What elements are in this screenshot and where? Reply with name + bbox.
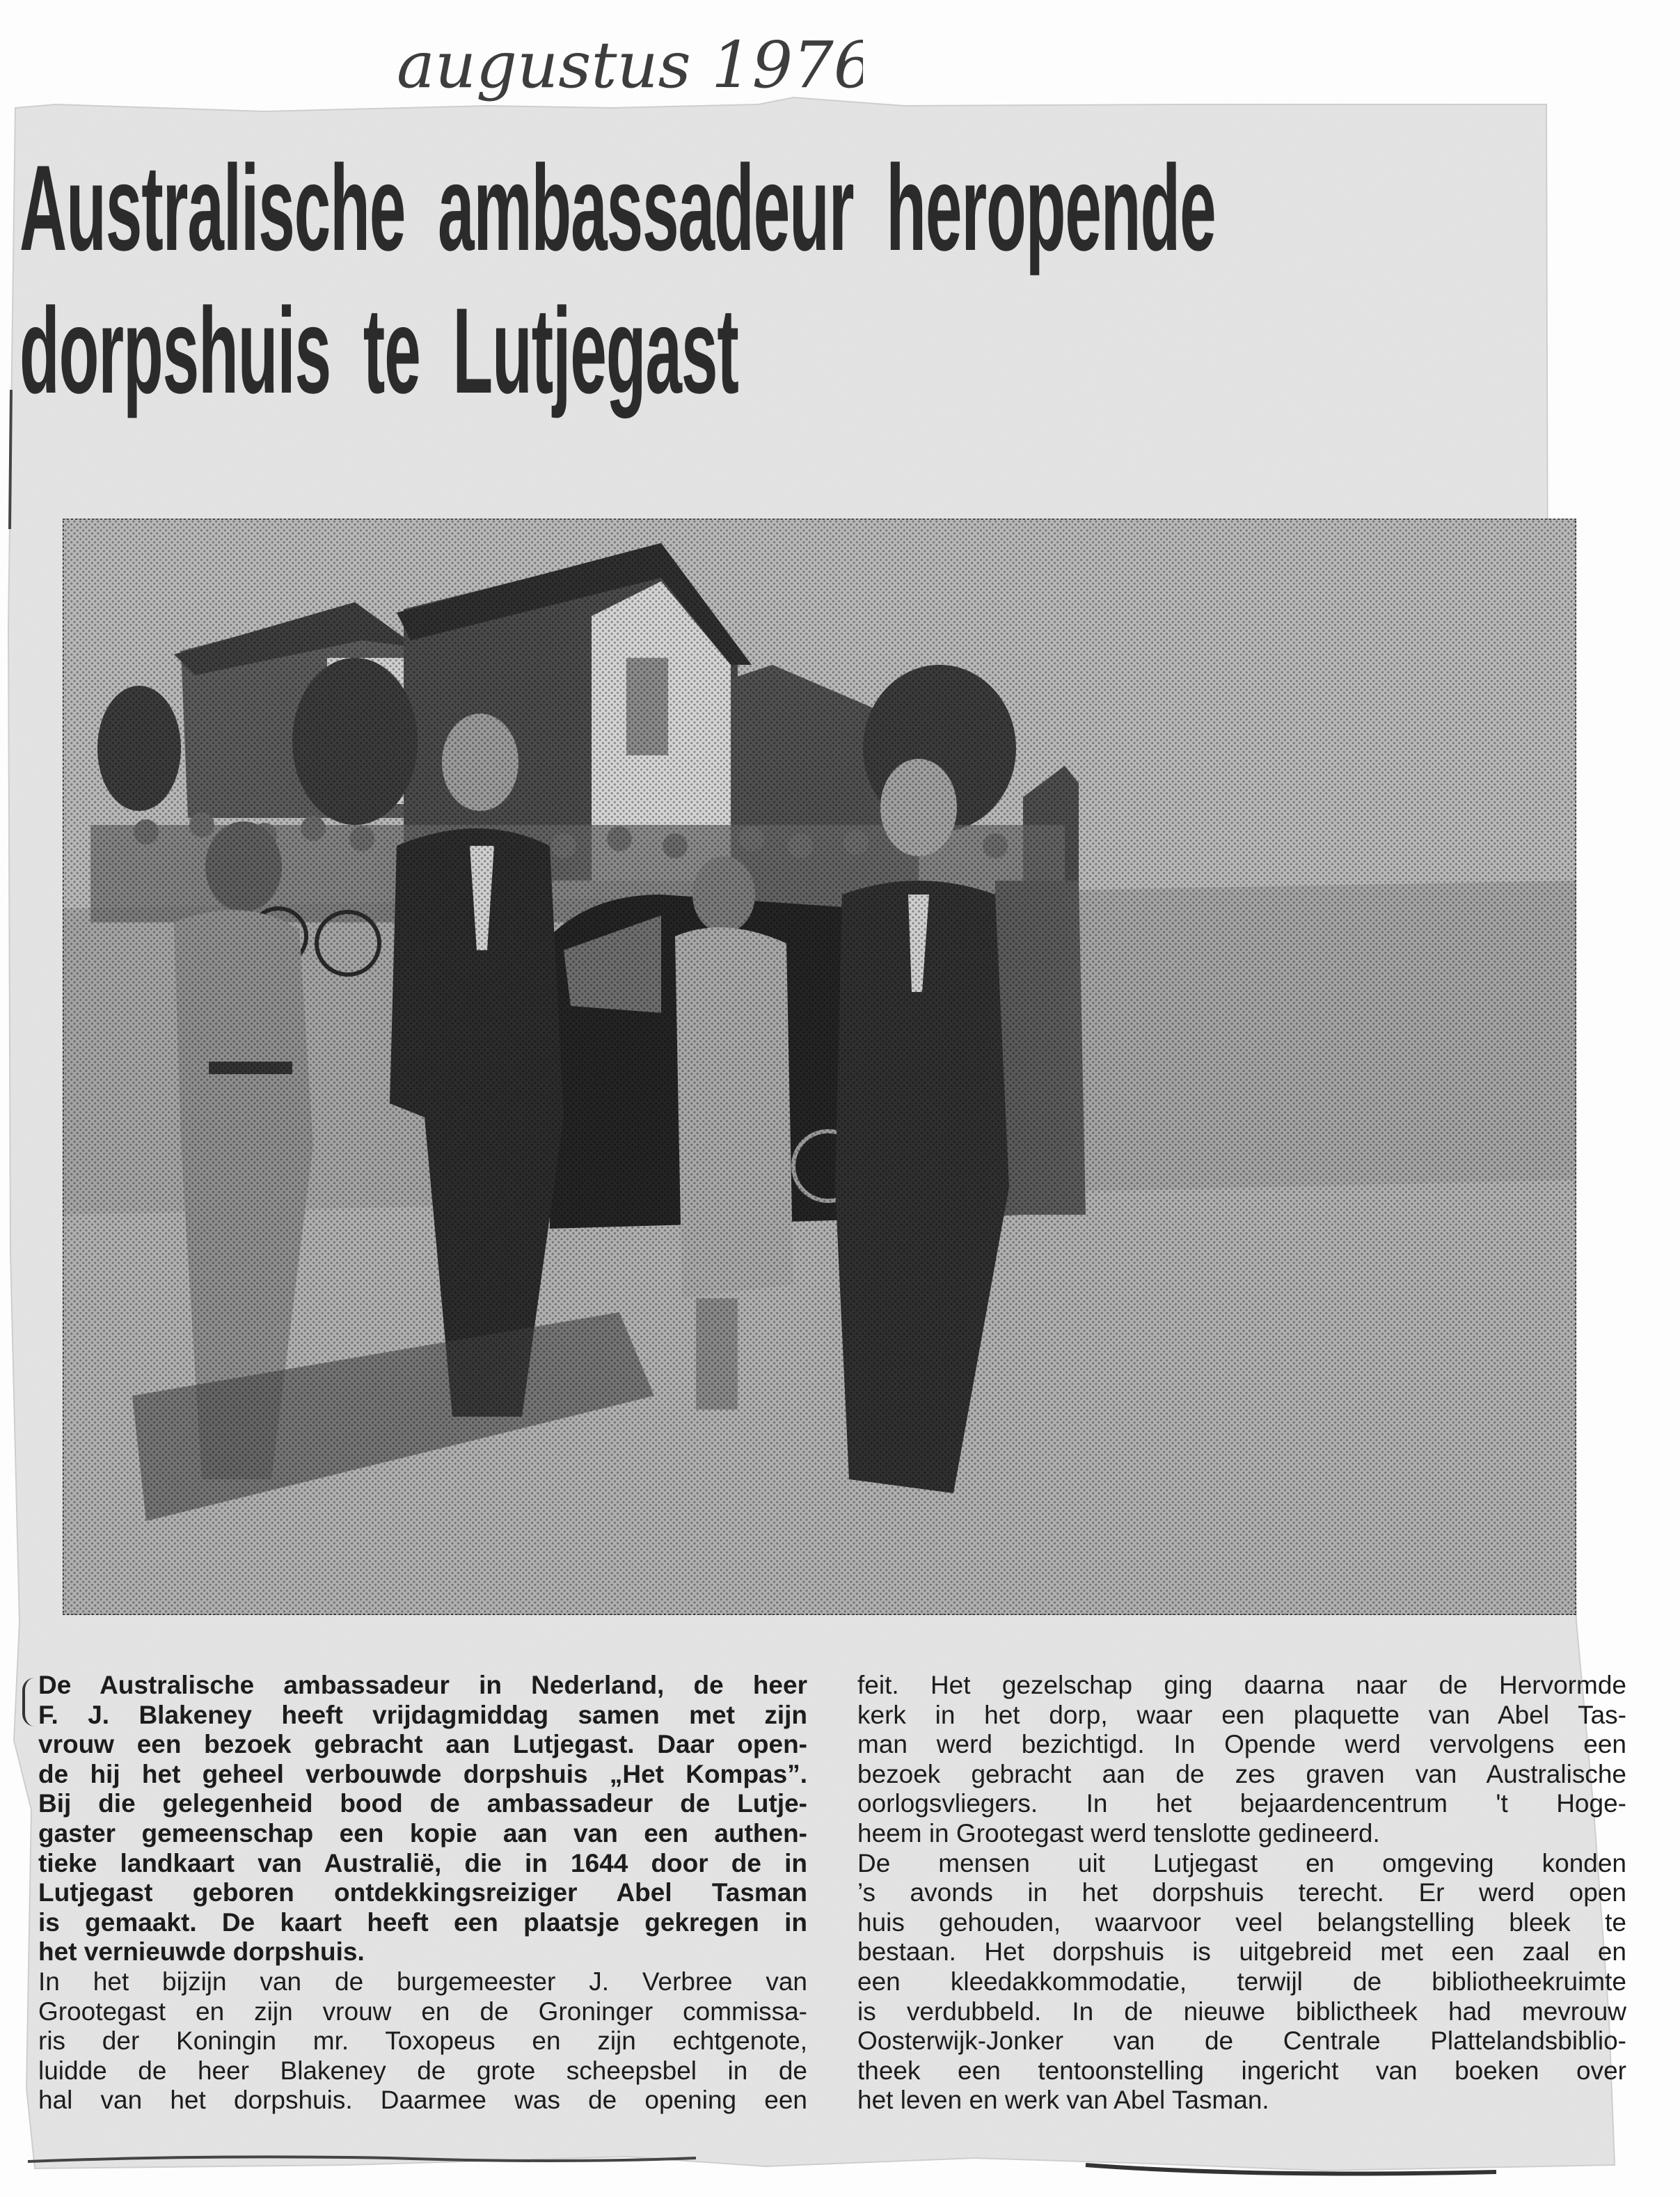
text-line: kerk in het dorp, waar een plaquette van Abel Tas- xyxy=(857,1700,1626,1729)
text-line: F. J. Blakeney heeft vrijdagmiddag samen met zijn xyxy=(38,1700,807,1729)
text-line: gaster gemeenschap een kopie aan van een authen- xyxy=(38,1818,807,1848)
body-paragraph xyxy=(857,1671,1626,1849)
headline-line-2 xyxy=(19,282,1537,421)
text-line: De mensen uit Lutjegast en omgeving konden xyxy=(857,1848,1626,1877)
text-line: ris der Koningin mr. Toxopeus en zijn echtgenote, xyxy=(38,2026,807,2056)
news-photo xyxy=(63,519,1576,1615)
text-line: bestaan. Het dorpshuis is uitgebreid met een zaal en xyxy=(857,1937,1626,1967)
headline-line-1 xyxy=(19,139,1537,278)
body-paragraph xyxy=(38,1967,807,2116)
text-line: Oosterwijk-Jonker van de Centrale Plattelandsbiblio- xyxy=(857,2026,1626,2056)
text-line: Bij die gelegenheid bood de ambassadeur de Lutje- xyxy=(38,1789,807,1818)
text-line: oorlogsvliegers. In het bejaardencentrum 't Hoge- xyxy=(857,1789,1626,1818)
headline-text: Australische ambassadeur heropende xyxy=(19,141,1216,276)
text-line: bezoek gebracht aan de zes graven van Australische xyxy=(857,1759,1626,1788)
halftone-screen xyxy=(63,519,1576,1615)
text-line: Grootegast en zijn vrouw en de Groninger commissa- xyxy=(38,1997,807,2026)
text-line: theek een tentoonstelling ingericht van boeken over xyxy=(857,2056,1626,2085)
text-line: een kleedakkommodatie, terwijl de bibliotheekruimte xyxy=(857,1967,1626,1996)
text-line: het vernieuwde dorpshuis. xyxy=(38,1937,365,1967)
text-line: huis gehouden, waarvoor veel belangstelling bleek te xyxy=(857,1907,1626,1937)
text-line: luidde de heer Blakeney de grote scheepsbel in de xyxy=(38,2056,807,2085)
article-column-left xyxy=(38,1671,807,2116)
text-line: ’s avonds in het dorpshuis terecht. Er werd open xyxy=(857,1878,1626,1907)
text-line: de hij het geheel verbouwde dorpshuis „Het Kompas”. xyxy=(38,1759,807,1788)
text-line: In het bijzijn van de burgemeester J. Verbree van xyxy=(38,1967,807,1996)
lead-paragraph xyxy=(38,1671,807,1967)
text-line: vrouw een bezoek gebracht aan Lutjegast. Daar open- xyxy=(38,1730,807,1759)
text-line: is gemaakt. De kaart heeft een plaatsje gekregen in xyxy=(38,1907,807,1937)
clipping-edge-mark xyxy=(10,390,11,529)
text-line: is verdubbeld. In de nieuwe biblictheek had mevrouw xyxy=(857,1997,1626,2026)
body-paragraph xyxy=(857,1849,1626,2116)
text-line: De Australische ambassadeur in Nederland, de heer xyxy=(38,1671,807,1699)
text-line: het leven en werk van Abel Tasman. xyxy=(857,2086,1269,2115)
article-column-right xyxy=(857,1671,1626,2116)
text-line: Lutjegast geboren ontdekkingsreiziger Abel Tasman xyxy=(38,1878,807,1907)
text-line: tieke landkaart van Australië, die in 1644 door de in xyxy=(38,1848,807,1877)
text-line: feit. Het gezelschap ging daarna naar de Hervormde xyxy=(857,1671,1626,1699)
text-line: man werd bezichtigd. In Opende werd vervolgens een xyxy=(857,1730,1626,1759)
margin-bracket xyxy=(22,1678,35,1726)
text-line: heem in Grootegast werd tenslotte gedineerd. xyxy=(857,1818,1380,1848)
headline-text: dorpshuis te Lutjegast xyxy=(19,283,738,419)
text-line: hal van het dorpshuis. Daarmee was de opening een xyxy=(38,2086,807,2115)
